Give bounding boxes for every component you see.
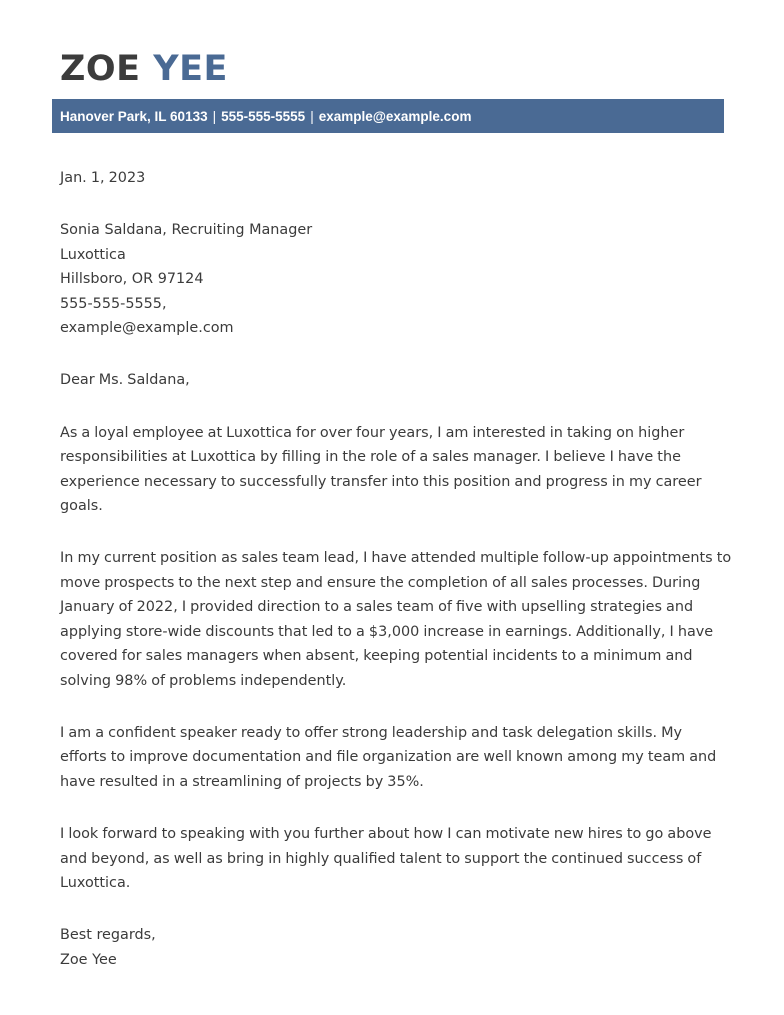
body-paragraph-4: I look forward to speaking with you further about how I can motivate new hires to go above and beyond, as well as bring in highly qualified talent to support the continued success of Luxottica. [60, 826, 712, 891]
contact-separator: | [310, 108, 314, 124]
contact-phone: 555-555-5555 [221, 108, 306, 124]
recipient-email: example@example.com [60, 320, 234, 337]
body-paragraph-2: In my current position as sales team lead, I have attended multiple follow-up appointments to move prospects to the next step and ensure the completion of all sales processes. During January of 2022, I provided direction to a sales team of five with upselling strategies and applying store-wide discounts that led to a $3,000 increase in earnings. Additionally, I have covered for sales managers when absent, keeping potential incidents to a minimum and solving 98% of problems independently. [60, 550, 732, 689]
contact-address: Hanover Park, IL 60133 [60, 108, 208, 124]
applicant-last-name: YEE [153, 49, 228, 89]
recipient-block [60, 218, 732, 340]
applicant-name [60, 46, 228, 92]
letter-body [60, 166, 732, 972]
signature: Zoe Yee [60, 951, 117, 968]
recipient-city-state: Hillsboro, OR 97124 [60, 271, 204, 288]
closing-phrase: Best regards, [60, 927, 156, 944]
body-paragraph-3: I am a confident speaker ready to offer strong leadership and task delegation skills. My efforts to improve documentation and file organization are well known among my team and have resulted in a streamlining of projects by 35%. [60, 724, 717, 790]
recipient-company: Luxottica [60, 246, 126, 263]
recipient-phone: 555-555-5555, [60, 295, 167, 312]
letter-date: Jan. 1, 2023 [60, 170, 146, 186]
contact-email: example@example.com [318, 108, 472, 124]
contact-bar [52, 99, 724, 133]
recipient-name-title: Sonia Saldana, Recruiting Manager [60, 222, 313, 239]
salutation: Dear Ms. Saldana, [60, 372, 190, 389]
body-paragraph-1: As a loyal employee at Luxottica for over four years, I am interested in taking on higher responsibilities at Luxottica by filling in the role of a sales manager. I believe I have the experience necessary to successfully transfer into this position and progress in my career goals. [60, 424, 702, 515]
contact-separator: | [212, 108, 217, 124]
applicant-first-name: ZOE [60, 49, 141, 89]
closing-block [60, 923, 732, 972]
